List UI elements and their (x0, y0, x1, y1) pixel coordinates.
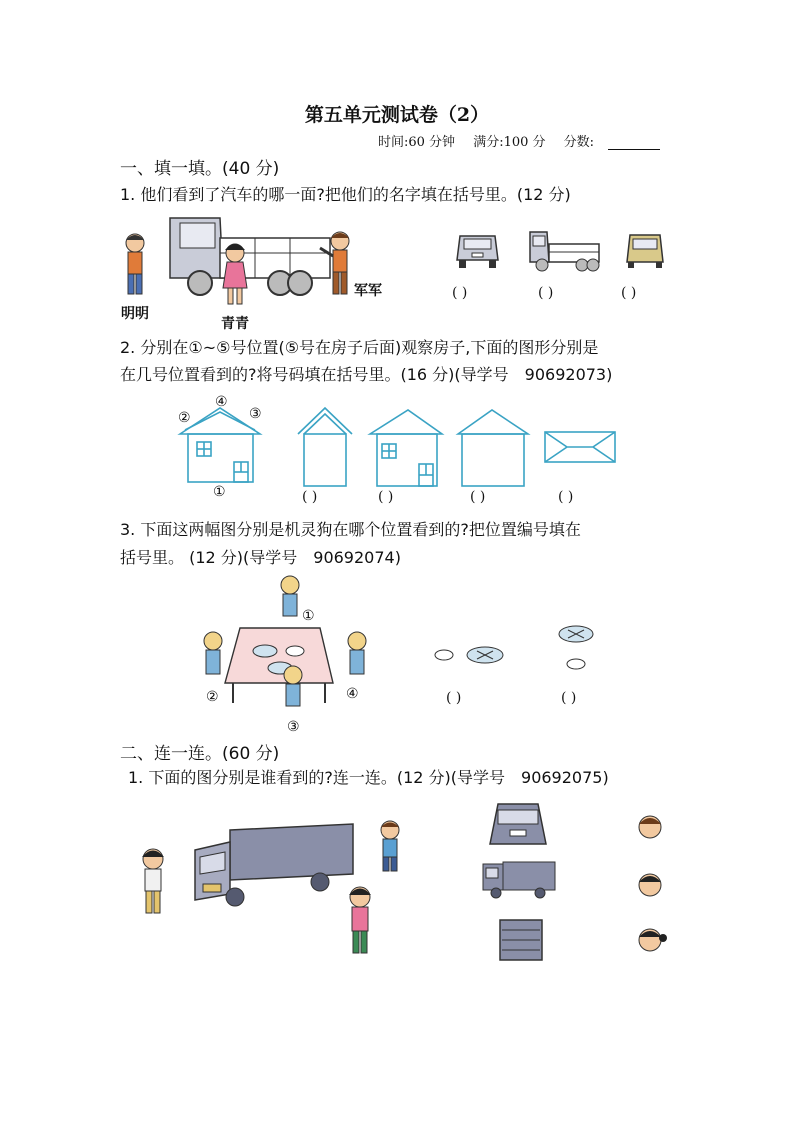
q1-truck-scene (115, 208, 405, 328)
time-label: 时间:60 分钟 (378, 135, 456, 150)
q3-view-b (555, 622, 600, 677)
name-mingming: 明明 (121, 306, 149, 322)
dog-pos-4: ④ (346, 686, 359, 702)
dog-pos-2: ② (206, 689, 219, 705)
q2-answer-3[interactable]: ( ) (470, 489, 486, 505)
score-blank[interactable] (608, 137, 660, 150)
truck-back-view (625, 232, 665, 270)
q2-line1: 2. 分别在①~⑤号位置(⑤号在房子后面)观察房子,下面的图形分别是 (120, 338, 599, 357)
q3-answer-1[interactable]: ( ) (446, 690, 462, 706)
q1-answer-2[interactable]: ( ) (538, 285, 554, 301)
q3-line1: 3. 下面这两幅图分别是机灵狗在哪个位置看到的?把位置编号填在 (120, 520, 581, 539)
q1-answer-1[interactable]: ( ) (452, 285, 468, 301)
part2-heading: 二、连一连。(60 分) (120, 744, 280, 764)
dog-pos-1: ① (302, 608, 315, 624)
full-score-label: 满分:100 分 (473, 135, 546, 150)
pos-2-label: ② (178, 410, 191, 426)
part2-truck-views (478, 800, 563, 970)
truck-side-view (527, 228, 603, 273)
q2-line2: 在几号位置看到的?将号码填在括号里。(16 分)(导学号 90692073) (120, 365, 613, 384)
part2-faces (632, 812, 672, 957)
q3-view-a (430, 640, 510, 670)
q2-answer-2[interactable]: ( ) (378, 489, 394, 505)
score-label: 分数: (563, 135, 595, 150)
q1-text: 1. 他们看到了汽车的哪一面?把他们的名字填在括号里。(12 分) (120, 185, 571, 204)
q3-line2: 括号里。 (12 分)(导学号 90692074) (120, 548, 401, 567)
name-qingqing: 青青 (221, 316, 249, 332)
part2-q1-text: 1. 下面的图分别是谁看到的?连一连。(12 分)(导学号 90692075) (128, 768, 609, 787)
part1-heading: 一、填一填。(40 分) (120, 159, 280, 179)
part2-truck-scene (125, 812, 415, 962)
name-junjun: 军军 (354, 283, 382, 299)
q2-answer-1[interactable]: ( ) (302, 489, 318, 505)
q1-answer-3[interactable]: ( ) (621, 285, 637, 301)
q2-answer-4[interactable]: ( ) (558, 489, 574, 505)
page-title: 第五单元测试卷（2） (304, 104, 490, 126)
pos-4-label: ④ (215, 394, 228, 410)
pos-3-label: ③ (249, 406, 262, 422)
dog-pos-3: ③ (287, 719, 300, 735)
exam-meta (378, 131, 674, 150)
truck-front-view (455, 232, 500, 270)
q3-answer-2[interactable]: ( ) (561, 690, 577, 706)
pos-1-label: ① (213, 484, 226, 500)
